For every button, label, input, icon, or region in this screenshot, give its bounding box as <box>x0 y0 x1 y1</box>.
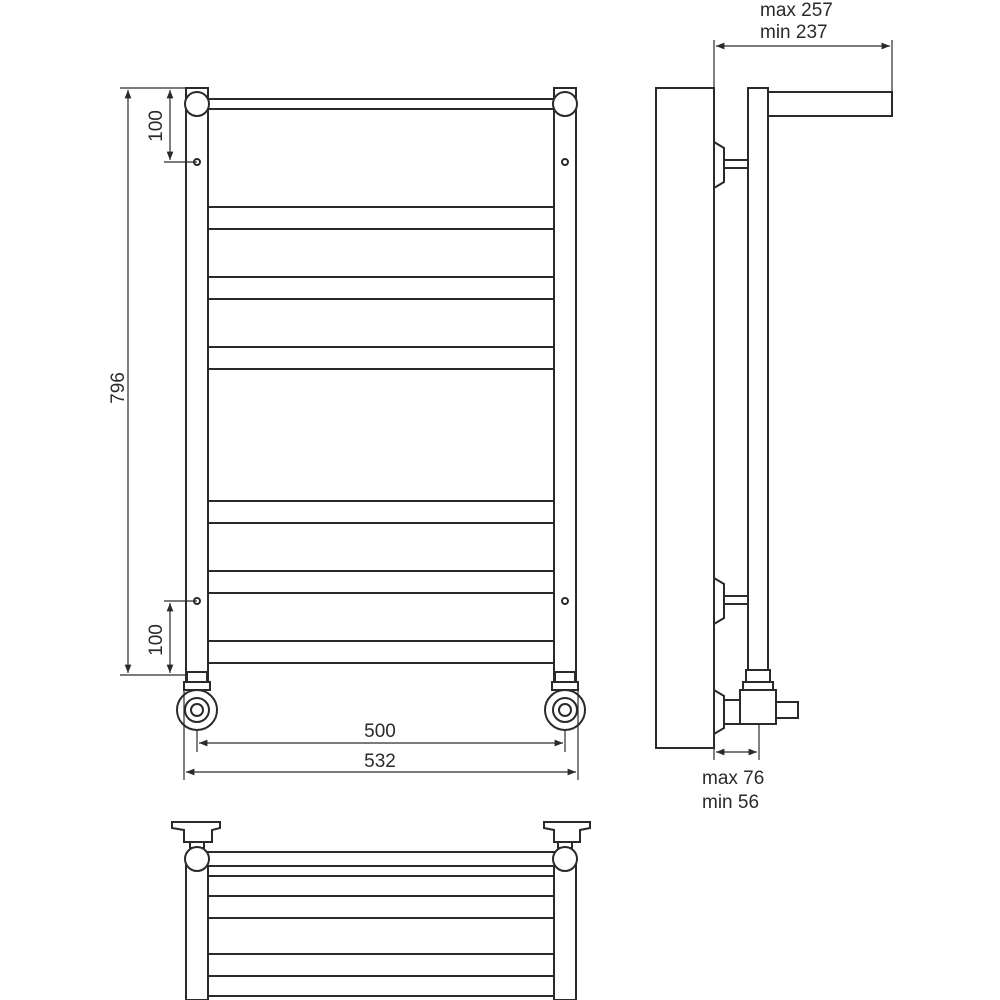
top-bracket-left <box>172 822 220 848</box>
wall-bracket-bottom <box>714 578 748 624</box>
side-vertical-rail <box>748 88 768 670</box>
top-view-cap-right <box>553 847 577 871</box>
crossbar <box>208 207 554 229</box>
crossbars <box>208 207 554 663</box>
right-valve <box>545 672 585 730</box>
crossbar <box>208 347 554 369</box>
left-valve <box>177 672 217 730</box>
crossbar <box>208 641 554 663</box>
dimension-label-100-bottom: 100 <box>146 624 167 656</box>
top-view-crossbar <box>208 896 554 918</box>
dimension-label-depth-max: max 257 <box>760 0 833 21</box>
side-view <box>656 88 892 748</box>
dimension-label-100-top: 100 <box>146 110 167 142</box>
top-left-cap <box>185 92 209 116</box>
mount-hole-top-right <box>562 159 568 165</box>
dimension-label-532: 532 <box>364 751 396 772</box>
crossbar <box>208 571 554 593</box>
top-view-round-bar <box>198 852 564 866</box>
dimension-label-valve-min: min 56 <box>702 792 760 813</box>
dimension-width-axis <box>197 721 565 752</box>
top-bracket-right <box>544 822 590 848</box>
top-round-bar <box>198 99 564 109</box>
dimension-label-796: 796 <box>108 372 129 404</box>
top-view-crossbar <box>208 954 554 976</box>
crossbar <box>208 501 554 523</box>
top-view <box>172 822 590 1000</box>
side-valve <box>714 690 798 734</box>
wall <box>656 88 714 748</box>
side-coupling <box>746 670 770 682</box>
side-top-bar <box>768 92 892 116</box>
top-right-rail <box>554 858 576 1000</box>
dimension-label-depth-min: min 237 <box>760 22 828 43</box>
crossbar <box>208 277 554 299</box>
top-right-cap <box>553 92 577 116</box>
top-left-rail <box>186 858 208 1000</box>
dimension-label-500: 500 <box>364 721 396 742</box>
mount-hole-bottom-right <box>562 598 568 604</box>
dimension-height-total <box>108 88 186 675</box>
dimension-label-valve-max: max 76 <box>702 768 765 789</box>
wall-bracket-top <box>714 142 748 188</box>
dimension-depth <box>714 0 892 92</box>
top-view-cap-left <box>185 847 209 871</box>
front-view <box>177 88 585 730</box>
